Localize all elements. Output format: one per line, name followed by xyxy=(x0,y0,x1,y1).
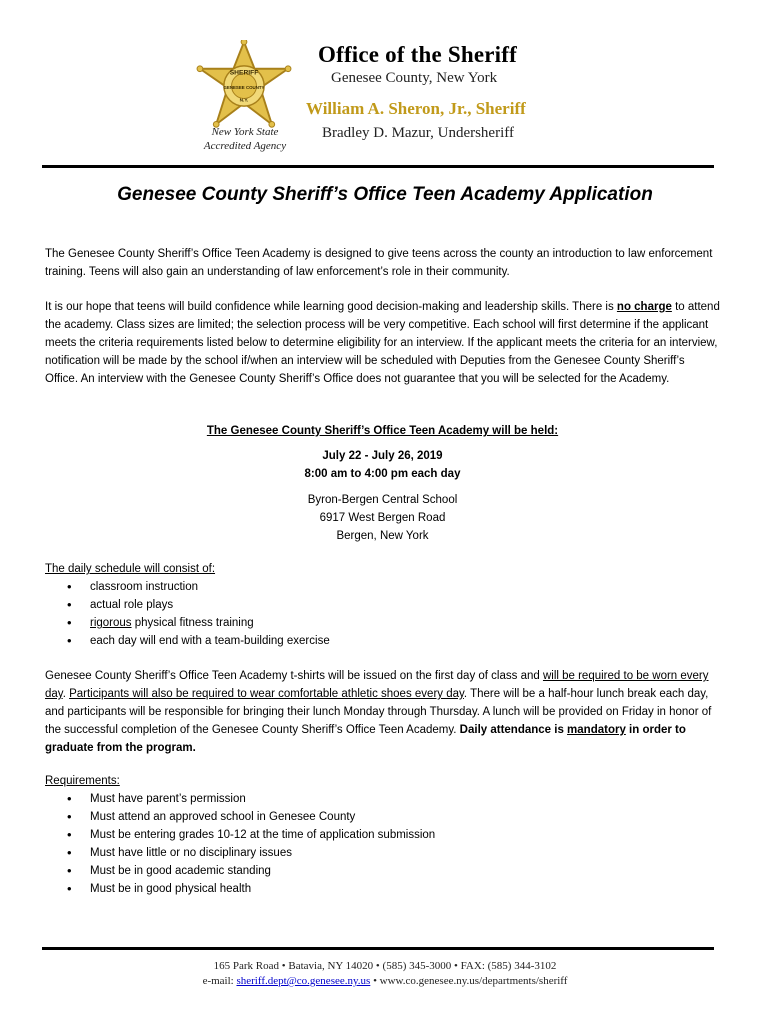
held-heading-text: The Genesee County Sheriff’s Office Teen Academy will be held: xyxy=(206,425,559,437)
list-item xyxy=(45,632,720,650)
accredited-line-2: Accredited Agency xyxy=(203,140,287,152)
schedule-heading: The daily schedule will consist of: xyxy=(45,563,216,575)
tshirt-paragraph xyxy=(45,667,720,757)
list-item: • Must have parent’s permission xyxy=(45,790,720,808)
list-item: • Must be in good physical health xyxy=(45,880,720,898)
undersheriff-name: Bradley D. Mazur, Undersheriff xyxy=(322,125,514,141)
accreditation-note xyxy=(186,125,304,153)
intro-paragraph xyxy=(45,245,720,281)
academy-held-heading xyxy=(45,422,720,440)
sheriff-name: William A. Sheron, Jr., Sheriff xyxy=(306,99,526,118)
academy-location xyxy=(45,491,720,545)
badge-text-middle: GENESEE COUNTY xyxy=(223,84,265,90)
attendance-mandatory: mandatory xyxy=(567,724,626,736)
sheriff-star-badge-icon xyxy=(196,40,292,132)
schedule-item-text: classroom instruction xyxy=(90,581,199,593)
academy-dates xyxy=(45,447,720,483)
list-item: • Must be in good academic standing xyxy=(45,862,720,880)
schedule-item-emphasis: rigorous xyxy=(90,617,132,629)
hope-paragraph xyxy=(45,298,720,388)
badge-text-top: SHERIFF xyxy=(229,69,259,77)
footer-contact xyxy=(0,975,770,987)
list-item: • Must have little or no disciplinary issues xyxy=(45,844,720,862)
email-label: e-mail: xyxy=(202,975,237,987)
intro-text: The Genesee County Sheriff’s Office Teen Academy is designed to give teens across the county an introduction to law enforcement training. Teens will also gain an understanding of law enforcement’s role in their community. xyxy=(45,248,713,278)
list-item: • Must attend an approved school in Genesee County xyxy=(45,808,720,826)
website-text: • www.co.genesee.ny.us/departments/sheriff xyxy=(370,975,568,987)
footer-divider xyxy=(42,947,714,950)
accredited-line-1: New York State xyxy=(211,126,279,138)
header-divider xyxy=(42,165,714,168)
tshirt-text-2: . xyxy=(62,688,70,700)
hope-text-start: It is our hope that teens will build confidence while learning good decision-making and leadership skills. There is xyxy=(45,301,617,313)
email-link[interactable]: sheriff.dept@co.genesee.ny.us xyxy=(236,975,371,987)
hours-text: 8:00 am to 4:00 pm each day xyxy=(304,468,461,480)
county-name: Genesee County, New York xyxy=(331,70,498,86)
document-title: Genesee County Sheriff’s Office Teen Academy Application xyxy=(117,184,653,205)
hope-text-end: to attend the academy. Class sizes are limited; the selection process will be very competitive. Each school will first determine if the applicant meets the criteria requirements listed below to determine eligibility for an interview. If the applicant meets the criteria for an interview, notification will be made by the school if/when an interview will be scheduled with Deputies from the Genesee County Sheriff’s Office. An interview with the Genesee County Sheriff’s Office does not guarantee that you will be selected for the Academy. xyxy=(45,301,720,385)
tshirt-emphasis-1: will be required to be worn every day xyxy=(45,670,709,700)
list-item xyxy=(45,596,720,614)
requirements-list xyxy=(45,790,720,898)
schedule-item-text: actual role plays xyxy=(90,599,174,611)
attendance-text-2: in order to graduate from the program. xyxy=(45,724,686,754)
list-item xyxy=(45,578,720,596)
schedule-item-text: physical fitness training xyxy=(131,617,254,629)
requirements-heading: Requirements: xyxy=(45,775,120,787)
footer-address: 165 Park Road • Batavia, NY 14020 • (585) 345-3000 • FAX: (585) 344-3102 xyxy=(213,960,557,972)
tshirt-text-1: Genesee County Sheriff’s Office Teen Academy t-shirts will be issued on the first day of class and xyxy=(45,670,543,682)
schedule-item-text: each day will end with a team-building exercise xyxy=(90,635,330,647)
tshirt-text-3: . There will be a half-hour lunch break each day, and participants will be responsible for bringing their lunch Monday through Thursday. A lunch will be provided on Friday in honor of the successful completion of the Genesee County Sheriff’s Office Teen Academy. xyxy=(45,688,712,736)
schedule-list xyxy=(45,578,720,650)
location-street: 6917 West Bergen Road xyxy=(319,512,446,524)
list-item xyxy=(45,614,720,632)
location-name: Byron-Bergen Central School xyxy=(307,494,458,506)
no-charge-emphasis: no charge xyxy=(616,301,672,313)
attendance-text-1: Daily attendance is xyxy=(459,724,568,736)
list-item: • Must be entering grades 10-12 at the time of application submission xyxy=(45,826,720,844)
tshirt-emphasis-2: Participants will also be required to wear comfortable athletic shoes every day xyxy=(69,688,464,700)
dates-text: July 22 - July 26, 2019 xyxy=(322,450,443,462)
badge-text-bottom: N.Y. xyxy=(239,98,249,104)
location-city: Bergen, New York xyxy=(336,530,429,542)
daily-schedule xyxy=(45,560,720,650)
office-title: Office of the Sheriff xyxy=(318,42,517,67)
requirements-section xyxy=(45,772,720,898)
